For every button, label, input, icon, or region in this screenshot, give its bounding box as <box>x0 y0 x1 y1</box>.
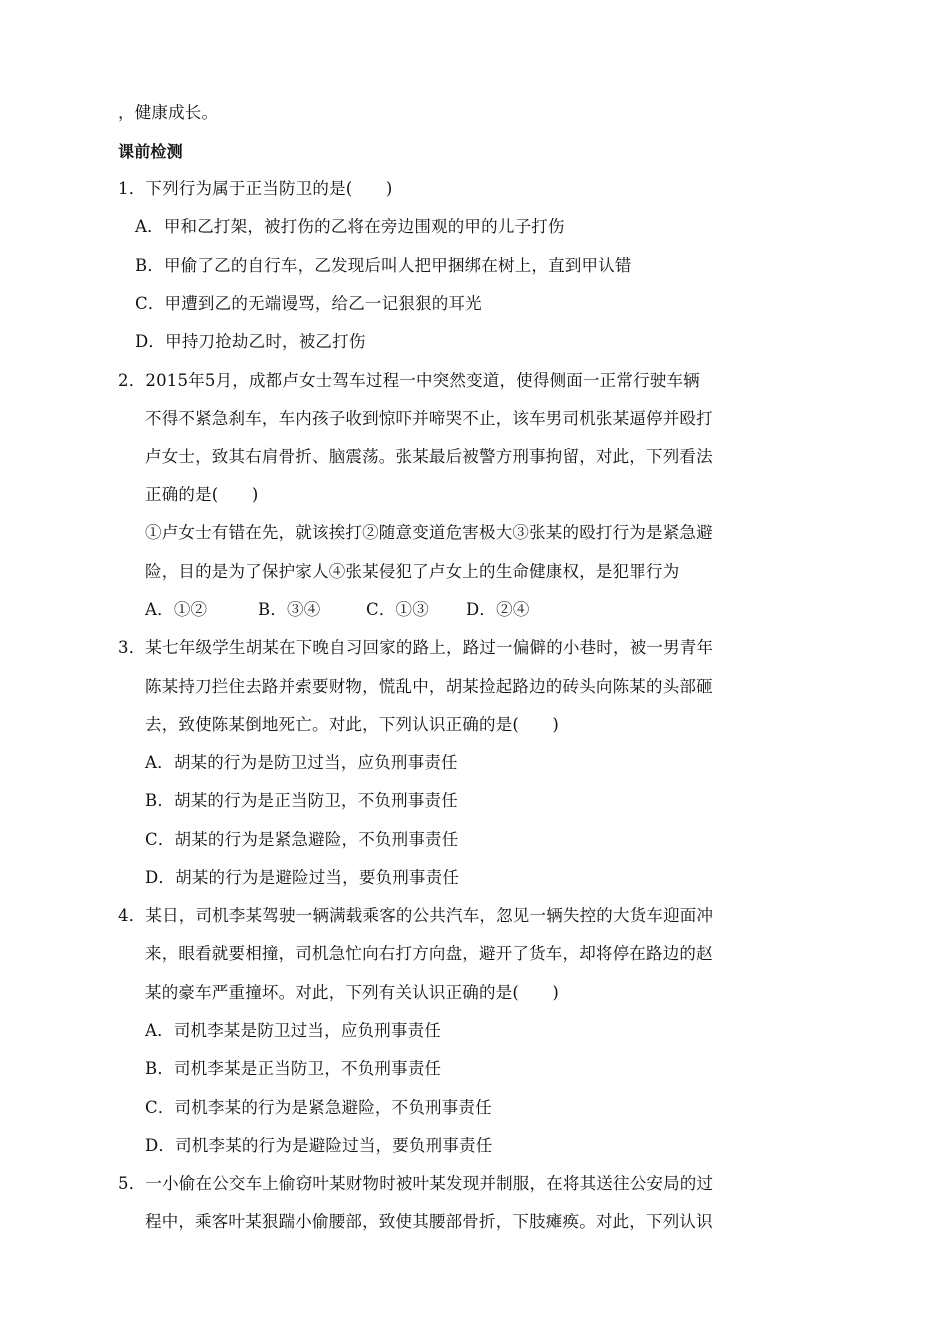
question-3-option-d: D．胡某的行为是避险过当，要负刑事责任 <box>145 868 460 887</box>
question-4-option-a: A．司机李某是防卫过当，应负刑事责任 <box>145 1021 442 1040</box>
question-1-option-c: C．甲遭到乙的无端谩骂，给乙一记狠狠的耳光 <box>135 294 482 313</box>
question-1-option-a: A．甲和乙打架，被打伤的乙将在旁边围观的甲的儿子打伤 <box>135 217 565 236</box>
question-4-option-c: C．司机李某的行为是紧急避险，不负刑事责任 <box>145 1098 492 1117</box>
question-3-stem-line: 去，致使陈某倒地死亡。对此，下列认识正确的是( ) <box>145 715 560 734</box>
question-2-statements-line: 险，目的是为了保护家人④张某侵犯了卢女上的生命健康权，是犯罪行为 <box>145 562 680 581</box>
question-2-stem-line: 2．2015年5月，成都卢女士驾车过程一中突然变道，使得侧面一正常行驶车辆 <box>118 371 700 390</box>
question-3-option-a: A．胡某的行为是防卫过当，应负刑事责任 <box>145 753 458 772</box>
question-5-stem-line: 程中，乘客叶某狠踹小偷腰部，致使其腰部骨折，下肢瘫痪。对此，下列认识 <box>145 1212 713 1231</box>
continuation-text: ，健康成长。 <box>118 103 219 122</box>
question-2-stem-line: 卢女士，致其右肩骨折、脑震荡。张某最后被警方刑事拘留，对此，下列看法 <box>145 447 713 466</box>
question-2-option-b: B．③④ <box>258 600 321 619</box>
question-2-statements-line: ①卢女士有错在先，就该挨打②随意变道危害极大③张某的殴打行为是紧急避 <box>145 523 713 542</box>
question-4-stem-line: 4．某日，司机李某驾驶一辆满载乘客的公共汽车，忽见一辆失控的大货车迎面冲 <box>118 906 714 925</box>
question-3-stem-line: 陈某持刀拦住去路并索要财物，慌乱中，胡某捡起路边的砖头向陈某的头部砸 <box>145 677 713 696</box>
question-3-stem-line: 3．某七年级学生胡某在下晚自习回家的路上，路过一偏僻的小巷时，被一男青年 <box>118 638 714 657</box>
question-2-stem-line: 正确的是( ) <box>145 485 259 504</box>
question-5-stem-line: 5．一小偷在公交车上偷窃叶某财物时被叶某发现并制服，在将其送往公安局的过 <box>118 1174 714 1193</box>
question-4-option-d: D．司机李某的行为是避险过当，要负刑事责任 <box>145 1136 493 1155</box>
section-title: 课前检测 <box>118 142 183 161</box>
question-2-option-d: D．②④ <box>466 600 530 619</box>
question-1-option-b: B．甲偷了乙的自行车，乙发现后叫人把甲捆绑在树上，直到甲认错 <box>135 256 632 275</box>
question-1-stem: 1．下列行为属于正当防卫的是( ) <box>118 179 393 198</box>
question-4-stem-line: 来，眼看就要相撞，司机急忙向右打方向盘，避开了货车，却将停在路边的赵 <box>145 944 713 963</box>
question-4-stem-line: 某的豪车严重撞坏。对此，下列有关认识正确的是( ) <box>145 983 560 1002</box>
question-2-option-c: C．①③ <box>366 600 429 619</box>
question-1-option-d: D．甲持刀抢劫乙时，被乙打伤 <box>135 332 366 351</box>
question-2-stem-line: 不得不紧急刹车，车内孩子收到惊吓并啼哭不止，该车男司机张某逼停并殴打 <box>145 409 713 428</box>
question-3-option-b: B．胡某的行为是正当防卫，不负刑事责任 <box>145 791 458 810</box>
question-2-option-a: A．①② <box>145 600 208 619</box>
question-3-option-c: C．胡某的行为是紧急避险，不负刑事责任 <box>145 830 459 849</box>
question-4-option-b: B．司机李某是正当防卫，不负刑事责任 <box>145 1059 442 1078</box>
